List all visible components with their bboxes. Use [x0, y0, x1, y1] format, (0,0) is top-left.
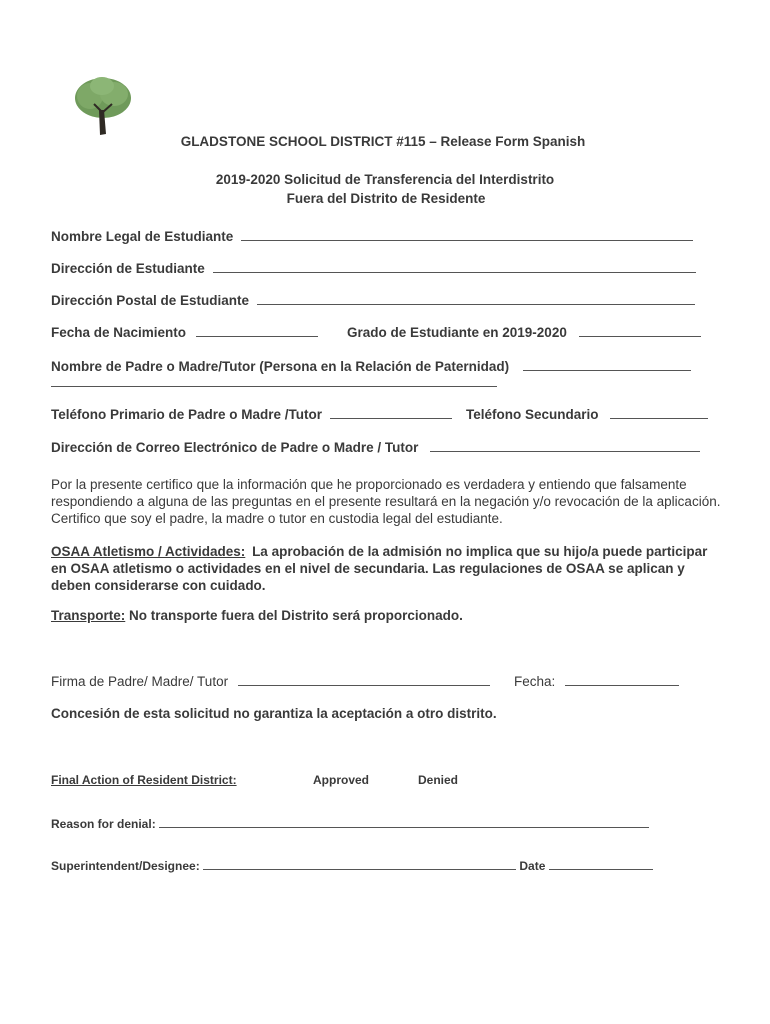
- page-title: GLADSTONE SCHOOL DISTRICT #115 – Release Form Spanish: [180, 134, 586, 149]
- signature-line[interactable]: [238, 673, 490, 686]
- final-action-label: Final Action of Resident District:: [51, 773, 237, 787]
- email-line[interactable]: [430, 439, 700, 452]
- signature-label: Firma de Padre/ Madre/ Tutor: [51, 674, 229, 689]
- parent-name-line-2[interactable]: [51, 374, 497, 387]
- grade-field: [347, 324, 701, 340]
- transport-label: Transporte:: [51, 608, 126, 623]
- osaa-label: OSAA Atletismo / Actividades:: [51, 544, 246, 559]
- parent-name-field: [51, 358, 691, 374]
- primary-phone-line[interactable]: [330, 406, 452, 419]
- grade-line[interactable]: [579, 324, 701, 337]
- parent-name-label: Nombre de Padre o Madre/Tutor (Persona en la Relación de Paternidad): [51, 359, 510, 374]
- certification-text: Por la presente certifico que la información que he proporcionado es verdadera y entiendo que falsamente respondiendo a alguna de las preguntas en el presente resultará en la negación y/o revocación de la aplicación. Certifico que soy el padre, la madre o tutor en custodia legal del estudiante.: [51, 477, 721, 526]
- student-address-label: Dirección de Estudiante: [51, 261, 205, 276]
- email-field: [51, 439, 700, 455]
- primary-phone-field: [51, 406, 452, 422]
- superintendent-label: Superintendent/Designee:: [51, 859, 200, 873]
- page-subtitle-2: Fuera del Distrito de Residente: [286, 191, 486, 206]
- approved-option[interactable]: Approved: [313, 773, 370, 787]
- student-name-field: [51, 228, 693, 244]
- tree-logo: [70, 74, 136, 140]
- secondary-phone-field: [466, 406, 708, 422]
- page-subtitle-1: 2019-2020 Solicitud de Transferencia del Interdistrito: [215, 172, 555, 187]
- student-name-label: Nombre Legal de Estudiante: [51, 229, 234, 244]
- student-mailing-label: Dirección Postal de Estudiante: [51, 293, 250, 308]
- superintendent-line[interactable]: [203, 857, 516, 870]
- student-address-line[interactable]: [213, 260, 696, 273]
- student-mailing-line[interactable]: [257, 292, 695, 305]
- superintendent-field: [51, 857, 653, 873]
- birth-date-label: Fecha de Nacimiento: [51, 325, 187, 340]
- primary-phone-label: Teléfono Primario de Padre o Madre /Tutor: [51, 407, 323, 422]
- birth-date-line[interactable]: [196, 324, 318, 337]
- signature-field: [51, 673, 490, 689]
- transport-section: [51, 607, 721, 624]
- osaa-text: La aprobación de la admisión no implica que su hijo/a puede participar en OSAA atletismo o actividades en el nivel de secundaria. Las regulaciones de OSAA se aplican y deben considerarse con cuidado.: [51, 544, 708, 593]
- student-address-field: [51, 260, 696, 276]
- reason-field: [51, 815, 649, 831]
- parent-name-line[interactable]: [523, 358, 691, 371]
- superintendent-date-label: Date: [519, 859, 546, 873]
- secondary-phone-line[interactable]: [610, 406, 708, 419]
- superintendent-date-line[interactable]: [549, 857, 653, 870]
- student-mailing-field: [51, 292, 695, 308]
- signature-date-line[interactable]: [565, 673, 679, 686]
- birth-date-field: [51, 324, 318, 340]
- signature-date-label: Fecha:: [514, 674, 556, 689]
- transport-text: No transporte fuera del Distrito será proporcionado.: [129, 608, 463, 623]
- osaa-section: [51, 543, 723, 594]
- grade-label: Grado de Estudiante en 2019-2020: [347, 325, 567, 340]
- student-name-line[interactable]: [241, 228, 693, 241]
- reason-line[interactable]: [159, 815, 649, 828]
- denied-option[interactable]: Denied: [418, 773, 459, 787]
- concession-text: Concesión de esta solicitud no garantiza la aceptación a otro distrito.: [51, 706, 497, 721]
- secondary-phone-label: Teléfono Secundario: [466, 407, 599, 422]
- email-label: Dirección de Correo Electrónico de Padre o Madre / Tutor: [51, 440, 419, 455]
- reason-label: Reason for denial:: [51, 817, 156, 831]
- signature-date-field: [514, 673, 679, 689]
